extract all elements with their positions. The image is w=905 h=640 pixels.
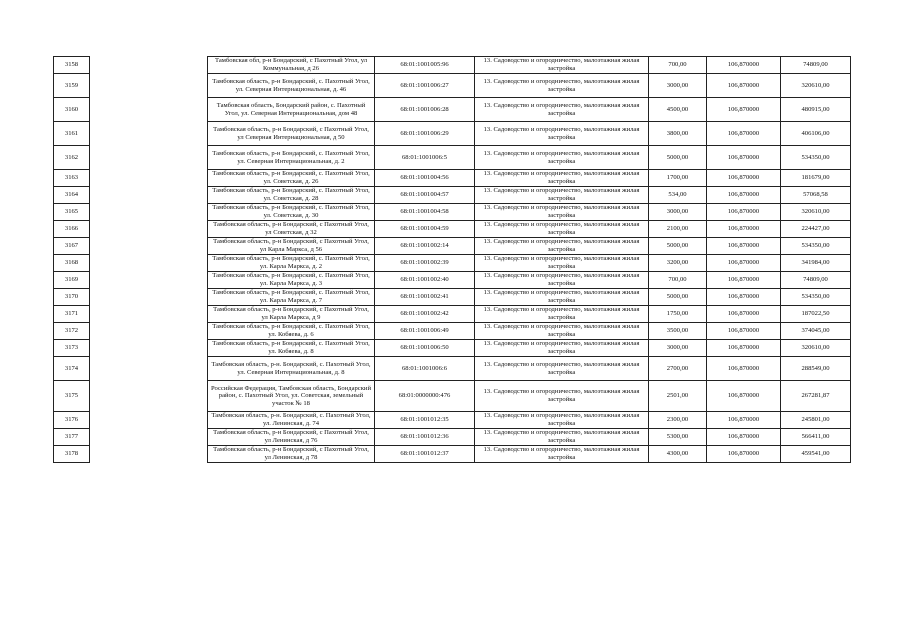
address-cell: Тамбовская область, р-н Бондарский, с Пахотный Угол, ул Ленинская, д 76	[208, 429, 375, 446]
cadastral-number-cell: 68:01:1001004:57	[375, 187, 475, 204]
row-number-cell: 3178	[54, 446, 90, 463]
gap-cell	[90, 289, 208, 306]
row-number-cell: 3163	[54, 170, 90, 187]
gap-cell	[90, 412, 208, 429]
table-row	[54, 340, 851, 357]
land-use-cell: 13. Садоводство и огородничество, малоэтажная жилая застройка	[475, 238, 649, 255]
rate-cell: 106,870000	[707, 98, 781, 122]
area-cell: 5000,00	[649, 289, 707, 306]
address-cell: Тамбовская область, р-н Бондарский, с. Пахотный Угол, ул. Карла Маркса, д. 3	[208, 272, 375, 289]
row-number-cell: 3162	[54, 146, 90, 170]
cadastral-value-cell: 245801,00	[781, 412, 851, 429]
gap-cell	[90, 221, 208, 238]
rate-cell: 106,870000	[707, 57, 781, 74]
area-cell: 2300,00	[649, 412, 707, 429]
gap-cell	[90, 187, 208, 204]
row-number-cell: 3158	[54, 57, 90, 74]
table-row	[54, 204, 851, 221]
cadastral-number-cell: 68:01:1001004:58	[375, 204, 475, 221]
gap-cell	[90, 57, 208, 74]
address-cell: Тамбовская область, р-н Бондарский, с. Пахотный Угол, ул. Советская, д. 28	[208, 187, 375, 204]
rate-cell: 106,870000	[707, 289, 781, 306]
gap-cell	[90, 306, 208, 323]
row-number-cell: 3165	[54, 204, 90, 221]
area-cell: 5300,00	[649, 429, 707, 446]
rate-cell: 106,870000	[707, 221, 781, 238]
table-row	[54, 357, 851, 381]
rate-cell: 106,870000	[707, 122, 781, 146]
address-cell: Тамбовская область, р-н Бондарский, с. Пахотный Угол, ул. Кобяева, д. 6	[208, 323, 375, 340]
address-cell: Тамбовская область, р-н Бондарский, с Пахотный Угол, ул Карла Маркса, д 9	[208, 306, 375, 323]
address-cell: Тамбовская область, р-н. Бондарский, с. Пахотный Угол, ул. Ленинская, д. 74	[208, 412, 375, 429]
row-number-cell: 3159	[54, 74, 90, 98]
cadastral-value-cell: 74809,00	[781, 57, 851, 74]
area-cell: 5000,00	[649, 146, 707, 170]
cadastral-value-cell: 181679,00	[781, 170, 851, 187]
rate-cell: 106,870000	[707, 323, 781, 340]
row-number-cell: 3168	[54, 255, 90, 272]
area-cell: 534,00	[649, 187, 707, 204]
address-cell: Тамбовская область, р-н Бондарский, с. Пахотный Угол, ул. Советская, д. 30	[208, 204, 375, 221]
row-number-cell: 3175	[54, 381, 90, 412]
cadastral-value-cell: 534350,00	[781, 146, 851, 170]
land-use-cell: 13. Садоводство и огородничество, малоэтажная жилая застройка	[475, 98, 649, 122]
area-cell: 700,00	[649, 57, 707, 74]
table-row	[54, 221, 851, 238]
gap-cell	[90, 255, 208, 272]
cadastral-number-cell: 68:01:1001006:49	[375, 323, 475, 340]
address-cell: Тамбовская область, р-н Бондарский, с. Пахотный Угол, ул. Карла Маркса, д. 7	[208, 289, 375, 306]
address-cell: Тамбовская область, р-н Бондарский, с Пахотный Угол, ул Ленинская, д 78	[208, 446, 375, 463]
gap-cell	[90, 429, 208, 446]
land-use-cell: 13. Садоводство и огородничество, малоэтажная жилая застройка	[475, 221, 649, 238]
table-row	[54, 446, 851, 463]
rate-cell: 106,870000	[707, 146, 781, 170]
cadastral-value-cell: 480915,00	[781, 98, 851, 122]
land-use-cell: 13. Садоводство и огородничество, малоэтажная жилая застройка	[475, 306, 649, 323]
table-row	[54, 412, 851, 429]
land-use-cell: 13. Садоводство и огородничество, малоэтажная жилая застройка	[475, 412, 649, 429]
cadastral-value-cell: 267281,87	[781, 381, 851, 412]
rate-cell: 106,870000	[707, 255, 781, 272]
gap-cell	[90, 238, 208, 255]
area-cell: 3000,00	[649, 340, 707, 357]
row-number-cell: 3177	[54, 429, 90, 446]
table-row	[54, 187, 851, 204]
row-number-cell: 3169	[54, 272, 90, 289]
rate-cell: 106,870000	[707, 381, 781, 412]
cadastral-number-cell: 68:01:0000000:476	[375, 381, 475, 412]
gap-cell	[90, 381, 208, 412]
address-cell: Тамбовская область, Бондарский район, с. Пахотный Угол, ул. Северная Интернациональная, дом 48	[208, 98, 375, 122]
table-row	[54, 238, 851, 255]
address-cell: Тамбовская область, р-н Бондарский, с. Пахотный Угол, ул. Кобяева, д. 8	[208, 340, 375, 357]
land-use-cell: 13. Садоводство и огородничество, малоэтажная жилая застройка	[475, 57, 649, 74]
row-number-cell: 3167	[54, 238, 90, 255]
land-use-cell: 13. Садоводство и огородничество, малоэтажная жилая застройка	[475, 340, 649, 357]
cadastral-value-cell: 374045,00	[781, 323, 851, 340]
gap-cell	[90, 323, 208, 340]
cadastral-number-cell: 68:01:1001002:40	[375, 272, 475, 289]
cadastral-number-cell: 68:01:1001006:6	[375, 357, 475, 381]
gap-cell	[90, 340, 208, 357]
row-number-cell: 3160	[54, 98, 90, 122]
cadastral-value-cell: 320610,00	[781, 74, 851, 98]
gap-cell	[90, 122, 208, 146]
rate-cell: 106,870000	[707, 187, 781, 204]
area-cell: 3500,00	[649, 323, 707, 340]
row-number-cell: 3176	[54, 412, 90, 429]
land-use-cell: 13. Садоводство и огородничество, малоэтажная жилая застройка	[475, 122, 649, 146]
land-use-cell: 13. Садоводство и огородничество, малоэтажная жилая застройка	[475, 146, 649, 170]
area-cell: 5000,00	[649, 238, 707, 255]
area-cell: 3000,00	[649, 204, 707, 221]
gap-cell	[90, 74, 208, 98]
cadastral-number-cell: 68:01:1001012:36	[375, 429, 475, 446]
rate-cell: 106,870000	[707, 272, 781, 289]
address-cell: Тамбовская область, р-н Бондарский, с. Пахотный Угол, ул. Северная Интернациональная, д. 2	[208, 146, 375, 170]
gap-cell	[90, 204, 208, 221]
table-row	[54, 98, 851, 122]
land-use-cell: 13. Садоводство и огородничество, малоэтажная жилая застройка	[475, 381, 649, 412]
land-use-cell: 13. Садоводство и огородничество, малоэтажная жилая застройка	[475, 187, 649, 204]
row-number-cell: 3166	[54, 221, 90, 238]
table-row	[54, 122, 851, 146]
land-use-cell: 13. Садоводство и огородничество, малоэтажная жилая застройка	[475, 323, 649, 340]
area-cell: 1750,00	[649, 306, 707, 323]
rate-cell: 106,870000	[707, 170, 781, 187]
area-cell: 4500,00	[649, 98, 707, 122]
cadastral-value-cell: 341984,00	[781, 255, 851, 272]
land-use-cell: 13. Садоводство и огородничество, малоэтажная жилая застройка	[475, 272, 649, 289]
row-number-cell: 3174	[54, 357, 90, 381]
table-row	[54, 57, 851, 74]
cadastral-number-cell: 68:01:1001005:96	[375, 57, 475, 74]
land-use-cell: 13. Садоводство и огородничество, малоэтажная жилая застройка	[475, 289, 649, 306]
area-cell: 2501,00	[649, 381, 707, 412]
rate-cell: 106,870000	[707, 446, 781, 463]
land-use-cell: 13. Садоводство и огородничество, малоэтажная жилая застройка	[475, 446, 649, 463]
table-row	[54, 429, 851, 446]
table-row	[54, 146, 851, 170]
cadastral-number-cell: 68:01:1001006:50	[375, 340, 475, 357]
rate-cell: 106,870000	[707, 74, 781, 98]
address-cell: Тамбовская область, р-н Бондарский, с. Пахотный Угол, ул. Советская, д. 26	[208, 170, 375, 187]
rate-cell: 106,870000	[707, 340, 781, 357]
area-cell: 2100,00	[649, 221, 707, 238]
cadastral-number-cell: 68:01:1001006:27	[375, 74, 475, 98]
land-parcel-table	[53, 56, 851, 463]
table-row	[54, 381, 851, 412]
gap-cell	[90, 146, 208, 170]
table-row	[54, 323, 851, 340]
table-row	[54, 306, 851, 323]
row-number-cell: 3172	[54, 323, 90, 340]
cadastral-number-cell: 68:01:1001006:28	[375, 98, 475, 122]
row-number-cell: 3170	[54, 289, 90, 306]
cadastral-value-cell: 534350,00	[781, 289, 851, 306]
cadastral-number-cell: 68:01:1001002:14	[375, 238, 475, 255]
address-cell: Тамбовская область, р-н. Бондарский, с. Пахотный Угол, ул. Северная Интернациональная, д. 8	[208, 357, 375, 381]
cadastral-value-cell: 288549,00	[781, 357, 851, 381]
cadastral-number-cell: 68:01:1001012:35	[375, 412, 475, 429]
cadastral-number-cell: 68:01:1001006:29	[375, 122, 475, 146]
area-cell: 4300,00	[649, 446, 707, 463]
cadastral-value-cell: 406106,00	[781, 122, 851, 146]
cadastral-number-cell: 68:01:1001002:41	[375, 289, 475, 306]
table-row	[54, 255, 851, 272]
gap-cell	[90, 446, 208, 463]
gap-cell	[90, 272, 208, 289]
cadastral-number-cell: 68:01:1001004:56	[375, 170, 475, 187]
area-cell: 3800,00	[649, 122, 707, 146]
gap-cell	[90, 357, 208, 381]
row-number-cell: 3164	[54, 187, 90, 204]
cadastral-number-cell: 68:01:1001012:37	[375, 446, 475, 463]
cadastral-value-cell: 320610,00	[781, 340, 851, 357]
address-cell: Тамбовская обл, р-н Бондарский, с Пахотный Угол, ул Коммунальная, д 26	[208, 57, 375, 74]
row-number-cell: 3173	[54, 340, 90, 357]
rate-cell: 106,870000	[707, 306, 781, 323]
table-row	[54, 272, 851, 289]
area-cell: 2700,00	[649, 357, 707, 381]
cadastral-value-cell: 459541,00	[781, 446, 851, 463]
cadastral-value-cell: 566411,00	[781, 429, 851, 446]
land-use-cell: 13. Садоводство и огородничество, малоэтажная жилая застройка	[475, 74, 649, 98]
cadastral-value-cell: 320610,00	[781, 204, 851, 221]
cadastral-number-cell: 68:01:1001006:5	[375, 146, 475, 170]
table-row	[54, 289, 851, 306]
address-cell: Тамбовская область, р-н Бондарский, с Пахотный Угол, ул Советская, д 32	[208, 221, 375, 238]
rate-cell: 106,870000	[707, 357, 781, 381]
rate-cell: 106,870000	[707, 429, 781, 446]
address-cell: Тамбовская область, р-н Бондарский, с Пахотный Угол, ул Северная Интернациональная, д 50	[208, 122, 375, 146]
rate-cell: 106,870000	[707, 238, 781, 255]
land-use-cell: 13. Садоводство и огородничество, малоэтажная жилая застройка	[475, 170, 649, 187]
cadastral-number-cell: 68:01:1001002:42	[375, 306, 475, 323]
address-cell: Тамбовская область, р-н Бондарский, с Пахотный Угол, ул Карла Маркса, д 56	[208, 238, 375, 255]
cadastral-value-cell: 57068,58	[781, 187, 851, 204]
table-row	[54, 170, 851, 187]
land-use-cell: 13. Садоводство и огородничество, малоэтажная жилая застройка	[475, 357, 649, 381]
address-cell: Тамбовская область, р-н Бондарский, с. Пахотный Угол, ул. Северная Интернациональная, д. 46	[208, 74, 375, 98]
rate-cell: 106,870000	[707, 204, 781, 221]
land-use-cell: 13. Садоводство и огородничество, малоэтажная жилая застройка	[475, 204, 649, 221]
area-cell: 700,00	[649, 272, 707, 289]
gap-cell	[90, 170, 208, 187]
table-row	[54, 74, 851, 98]
area-cell: 3200,00	[649, 255, 707, 272]
row-number-cell: 3171	[54, 306, 90, 323]
address-cell: Тамбовская область, р-н Бондарский, с. Пахотный Угол, ул. Карла Маркса, д. 2	[208, 255, 375, 272]
table-body	[54, 57, 851, 463]
area-cell: 1700,00	[649, 170, 707, 187]
cadastral-value-cell: 187022,50	[781, 306, 851, 323]
area-cell: 3000,00	[649, 74, 707, 98]
cadastral-value-cell: 224427,00	[781, 221, 851, 238]
cadastral-value-cell: 534350,00	[781, 238, 851, 255]
cadastral-value-cell: 74809,00	[781, 272, 851, 289]
land-use-cell: 13. Садоводство и огородничество, малоэтажная жилая застройка	[475, 255, 649, 272]
row-number-cell: 3161	[54, 122, 90, 146]
address-cell: Российская Федерация, Тамбовская область, Бондарский район, с. Пахотный Угол, ул. Советская, земельный участок № 18	[208, 381, 375, 412]
rate-cell: 106,870000	[707, 412, 781, 429]
gap-cell	[90, 98, 208, 122]
cadastral-number-cell: 68:01:1001002:39	[375, 255, 475, 272]
cadastral-number-cell: 68:01:1001004:59	[375, 221, 475, 238]
land-use-cell: 13. Садоводство и огородничество, малоэтажная жилая застройка	[475, 429, 649, 446]
